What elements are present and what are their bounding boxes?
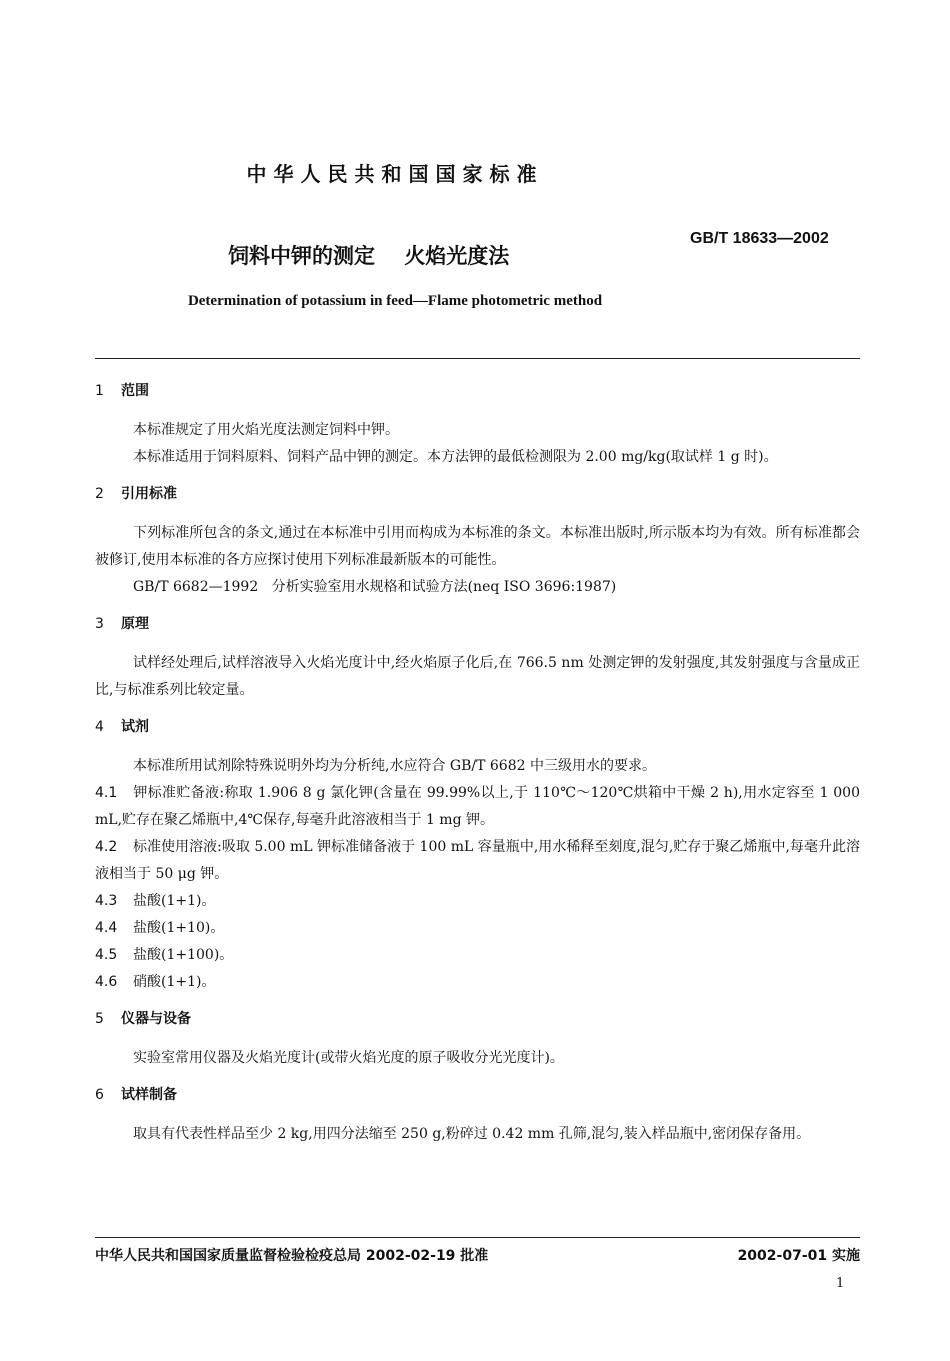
paragraph: 下列标准所包含的条文,通过在本标准中引用而构成为本标准的条文。本标准出版时,所示版本均为有效。所有标准都会被修订,使用本标准的各方应探讨使用下列标准最新版本的可能性。 xyxy=(95,525,860,568)
footer-divider xyxy=(95,1237,860,1238)
national-standard-title: 中华人民共和国国家标准 xyxy=(246,162,544,186)
paragraph: 实验室常用仪器及火焰光度计(或带火焰光度的原子吸收分光光度计)。 xyxy=(133,1050,564,1066)
section-title: 引用标准 xyxy=(121,486,177,502)
item-number: 4.6 xyxy=(95,974,118,990)
item-text: 钾标准贮备液:称取 1.906 8 g 氯化钾(含量在 99.99%以上,于 110℃～120℃烘箱中干燥 2 h),用水定容至 1 000 mL,贮存在聚乙烯瓶中,4℃保存,每毫升此溶液相当于 1 mg 钾。 xyxy=(95,785,860,828)
section-number: 1 xyxy=(95,383,104,399)
item-number: 4.2 xyxy=(95,839,118,855)
item-text: 盐酸(1+10)。 xyxy=(133,920,225,936)
implementation-date: 2002-07-01 实施 xyxy=(737,1248,860,1264)
list-item xyxy=(95,780,860,834)
section-references xyxy=(95,481,860,601)
item-text: 盐酸(1+1)。 xyxy=(133,893,216,909)
paragraph: 本标准适用于饲料原料、饲料产品中钾的测定。本方法钾的最低检测限为 2.00 mg/kg(取试样 1 g 时)。 xyxy=(133,449,778,465)
document-title-en: Determination of potassium in feed—Flame photometric method xyxy=(187,293,603,309)
list-item xyxy=(95,915,860,942)
section-sample-preparation xyxy=(95,1082,860,1148)
section-heading xyxy=(95,714,860,741)
paragraph: 取具有代表性样品至少 2 kg,用四分法缩至 250 g,粉碎过 0.42 mm 孔筛,混匀,装入样品瓶中,密闭保存备用。 xyxy=(133,1126,811,1142)
section-heading xyxy=(95,481,860,508)
reference-entry: GB/T 6682—1992 分析实验室用水规格和试验方法(neq ISO 3696:1987) xyxy=(133,579,617,595)
section-number: 4 xyxy=(95,719,104,735)
paragraph: 本标准规定了用火焰光度法测定饲料中钾。 xyxy=(133,422,399,438)
section-number: 2 xyxy=(95,486,104,502)
item-text: 标准使用溶液:吸取 5.00 mL 钾标准储备液于 100 mL 容量瓶中,用水稀释至刻度,混匀,贮存于聚乙烯瓶中,每毫升此溶液相当于 50 μg 钾。 xyxy=(95,839,860,882)
list-item xyxy=(95,942,860,969)
list-item xyxy=(95,969,860,996)
section-principle xyxy=(95,611,860,704)
standard-number: GB/T 18633—2002 xyxy=(690,230,829,247)
paragraph: 试样经处理后,试样溶液导入火焰光度计中,经火焰原子化后,在 766.5 nm 处测定钾的发射强度,其发射强度与含量成正比,与标准系列比较定量。 xyxy=(95,655,860,698)
section-heading xyxy=(95,1006,860,1033)
section-title: 试样制备 xyxy=(121,1087,177,1103)
section-title: 仪器与设备 xyxy=(121,1011,191,1027)
page-number: 1 xyxy=(836,1276,845,1291)
section-heading xyxy=(95,1082,860,1109)
item-number: 4.4 xyxy=(95,920,118,936)
section-title: 原理 xyxy=(121,616,149,632)
section-number: 5 xyxy=(95,1011,104,1027)
document-body xyxy=(95,378,860,1158)
section-heading xyxy=(95,378,860,405)
paragraph: 本标准所用试剂除特殊说明外均为分析纯,水应符合 GB/T 6682 中三级用水的要求。 xyxy=(133,758,656,774)
list-item xyxy=(95,888,860,915)
section-apparatus xyxy=(95,1006,860,1072)
section-heading xyxy=(95,611,860,638)
item-number: 4.5 xyxy=(95,947,118,963)
document-title-cn: 饲料中钾的测定 火焰光度法 xyxy=(228,244,510,268)
item-text: 盐酸(1+100)。 xyxy=(133,947,234,963)
approval-statement: 中华人民共和国国家质量监督检验检疫总局 2002-02-19 批准 xyxy=(95,1248,489,1264)
section-number: 6 xyxy=(95,1087,104,1103)
item-number: 4.1 xyxy=(95,785,118,801)
section-scope xyxy=(95,378,860,471)
item-text: 硝酸(1+1)。 xyxy=(133,974,216,990)
list-item xyxy=(95,834,860,888)
header-divider xyxy=(95,358,860,359)
item-number: 4.3 xyxy=(95,893,118,909)
section-title: 范围 xyxy=(121,383,149,399)
section-number: 3 xyxy=(95,616,104,632)
section-reagents xyxy=(95,714,860,996)
section-title: 试剂 xyxy=(121,719,149,735)
